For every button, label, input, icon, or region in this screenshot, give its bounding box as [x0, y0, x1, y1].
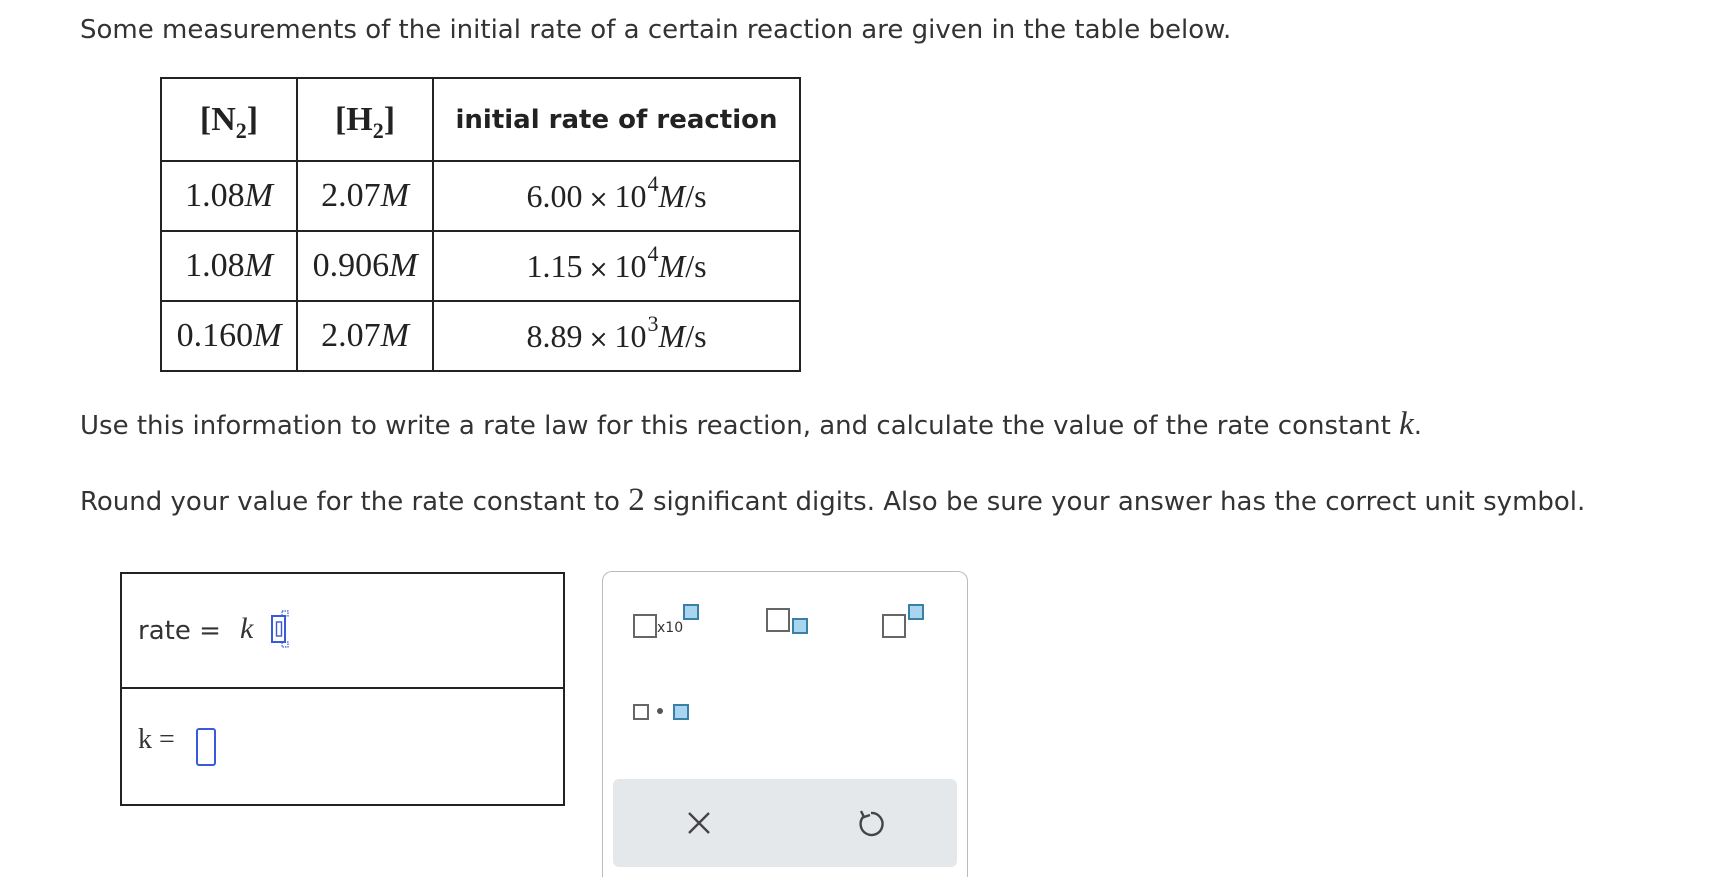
cell-h2: 0.906M: [297, 231, 433, 301]
table-row: [161, 301, 800, 371]
header-n2: [N2]: [161, 78, 297, 161]
rate-data-table: [160, 77, 801, 372]
instruction-rounding: Round your value for the rate constant to 2 significant digits. Also be sure your answer has the correct unit symbol.: [80, 482, 1586, 518]
scientific-notation-button[interactable]: x10: [633, 604, 703, 640]
cell-rate: $8.89 \times 10^3M/s$: [433, 301, 800, 371]
rate-constant-symbol: k: [240, 612, 254, 645]
cell-n2: 1.08M: [161, 231, 297, 301]
cell-rate: $1.15 \times 10^4M/s$: [433, 231, 800, 301]
k-label: k =: [138, 724, 175, 755]
rate-label: rate =: [138, 616, 221, 646]
rate-law-input[interactable]: [270, 610, 290, 648]
header-h2: [H2]: [297, 78, 433, 161]
palette-footer: [613, 779, 957, 867]
cell-n2: 1.08M: [161, 161, 297, 231]
subscript-button[interactable]: [766, 604, 818, 640]
undo-icon[interactable]: [855, 807, 887, 839]
header-initial-rate: initial rate of reaction: [433, 78, 800, 161]
cell-h2: 2.07M: [297, 301, 433, 371]
superscript-button[interactable]: [882, 604, 934, 640]
math-palette: [602, 571, 968, 877]
answer-box: [120, 572, 565, 806]
intro-text: Some measurements of the initial rate of a certain reaction are given in the table below.: [80, 15, 1232, 45]
multiplication-dot-button[interactable]: [633, 700, 703, 730]
cell-rate: $6.00 \times 10^4M/s$: [433, 161, 800, 231]
instruction-rate-law: Use this information to write a rate law for this reaction, and calculate the value of the rate constant k.: [80, 406, 1423, 442]
cell-n2: 0.160M: [161, 301, 297, 371]
table-row: [161, 231, 800, 301]
table-header-row: [161, 78, 800, 161]
answer-divider: [122, 687, 563, 689]
clear-x-icon[interactable]: [685, 809, 713, 837]
cell-h2: 2.07M: [297, 161, 433, 231]
k-value-input[interactable]: [196, 728, 216, 766]
table-row: [161, 161, 800, 231]
